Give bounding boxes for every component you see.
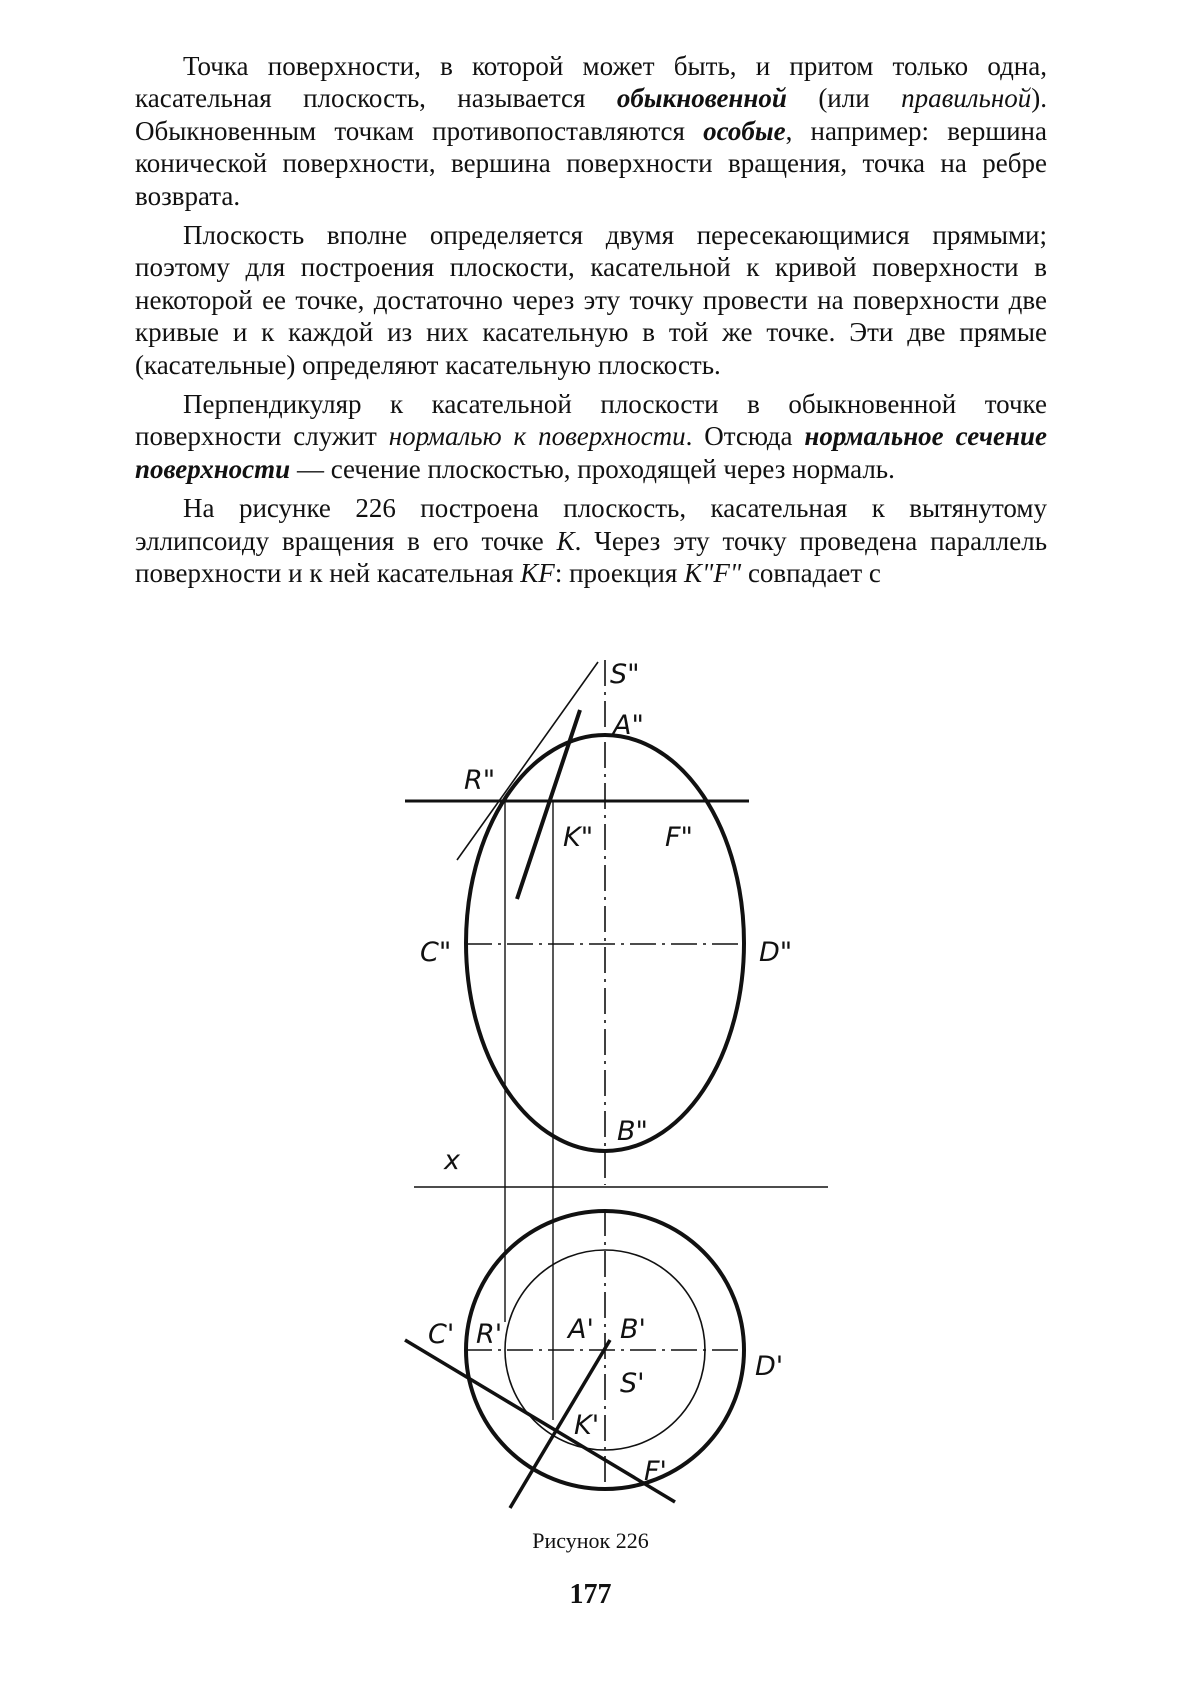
emphasized-term: K: [556, 525, 575, 556]
label-s1: S': [620, 1368, 645, 1399]
text-run: На рисунке 226 построена плоскость, касательная к вытянутому эллипсоиду вращения в его точке: [135, 493, 1047, 556]
emphasized-term: нормалью к поверхности: [388, 421, 686, 452]
label-a1: A': [568, 1314, 594, 1345]
emphasized-term: нормальное сечение поверхности: [135, 421, 1047, 484]
label-s2: S": [610, 659, 640, 690]
text-run: Перпендикуляр к касательной плоскости в обыкновенной точке поверхности служит: [135, 389, 1047, 452]
text-run: ). Обыкновенным точкам противопоставляются: [135, 83, 1047, 146]
label-x: x: [444, 1145, 460, 1176]
label-a2: A": [613, 710, 644, 741]
label-d1: D': [755, 1351, 784, 1382]
text-run: , например: вершина конической поверхности, вершина поверхности вращения, точка на ребре возврата.: [135, 115, 1047, 211]
text-run: — сечение плоскостью, проходящей через нормаль.: [290, 453, 895, 484]
label-r1: R': [476, 1319, 503, 1350]
figure-caption: Рисунок 226: [532, 1528, 649, 1553]
label-b1: B': [620, 1314, 646, 1345]
emphasized-term: правильной: [901, 83, 1032, 114]
page-number: 177: [569, 1579, 612, 1610]
text-run: (или: [786, 83, 902, 114]
label-k1: K': [574, 1410, 600, 1441]
text-run: : проекция: [554, 558, 685, 589]
text-run: . Отсюда: [685, 421, 805, 452]
label-f2: F": [665, 822, 693, 853]
text-run: Плоскость вполне определяется двумя пересекающимися прямыми; поэтому для построения плоскости, касательной к кривой поверхности в некоторой ее точке, достаточно через эту точку провести на поверхности две кривые и к каждой из них касательную в той же точке. Эти две прямые (касательные) определяют касательную плоскость.: [135, 220, 1047, 380]
text-run: Точка поверхности, в которой может быть, и притом только одна, касательная плоскость, называется: [135, 51, 1047, 114]
emphasized-term: особые: [703, 115, 786, 146]
tangent-front-line: [517, 710, 580, 899]
text-run: совпадает с: [741, 558, 881, 589]
text-run: . Через эту точку проведена параллель поверхности и к ней касательная: [135, 525, 1048, 589]
label-c1: C': [428, 1319, 455, 1350]
label-f1: F': [644, 1456, 667, 1487]
label-r2: R": [464, 765, 496, 796]
label-c2: C": [420, 937, 452, 968]
tangent-top-line-kf: [405, 1340, 675, 1502]
emphasized-term: K"F": [684, 558, 742, 589]
label-k2: K": [563, 822, 594, 853]
label-b2: B": [617, 1116, 648, 1147]
emphasized-term: KF: [520, 558, 555, 589]
label-d2: D": [759, 937, 793, 968]
emphasized-term: обыкновенной: [616, 83, 787, 114]
